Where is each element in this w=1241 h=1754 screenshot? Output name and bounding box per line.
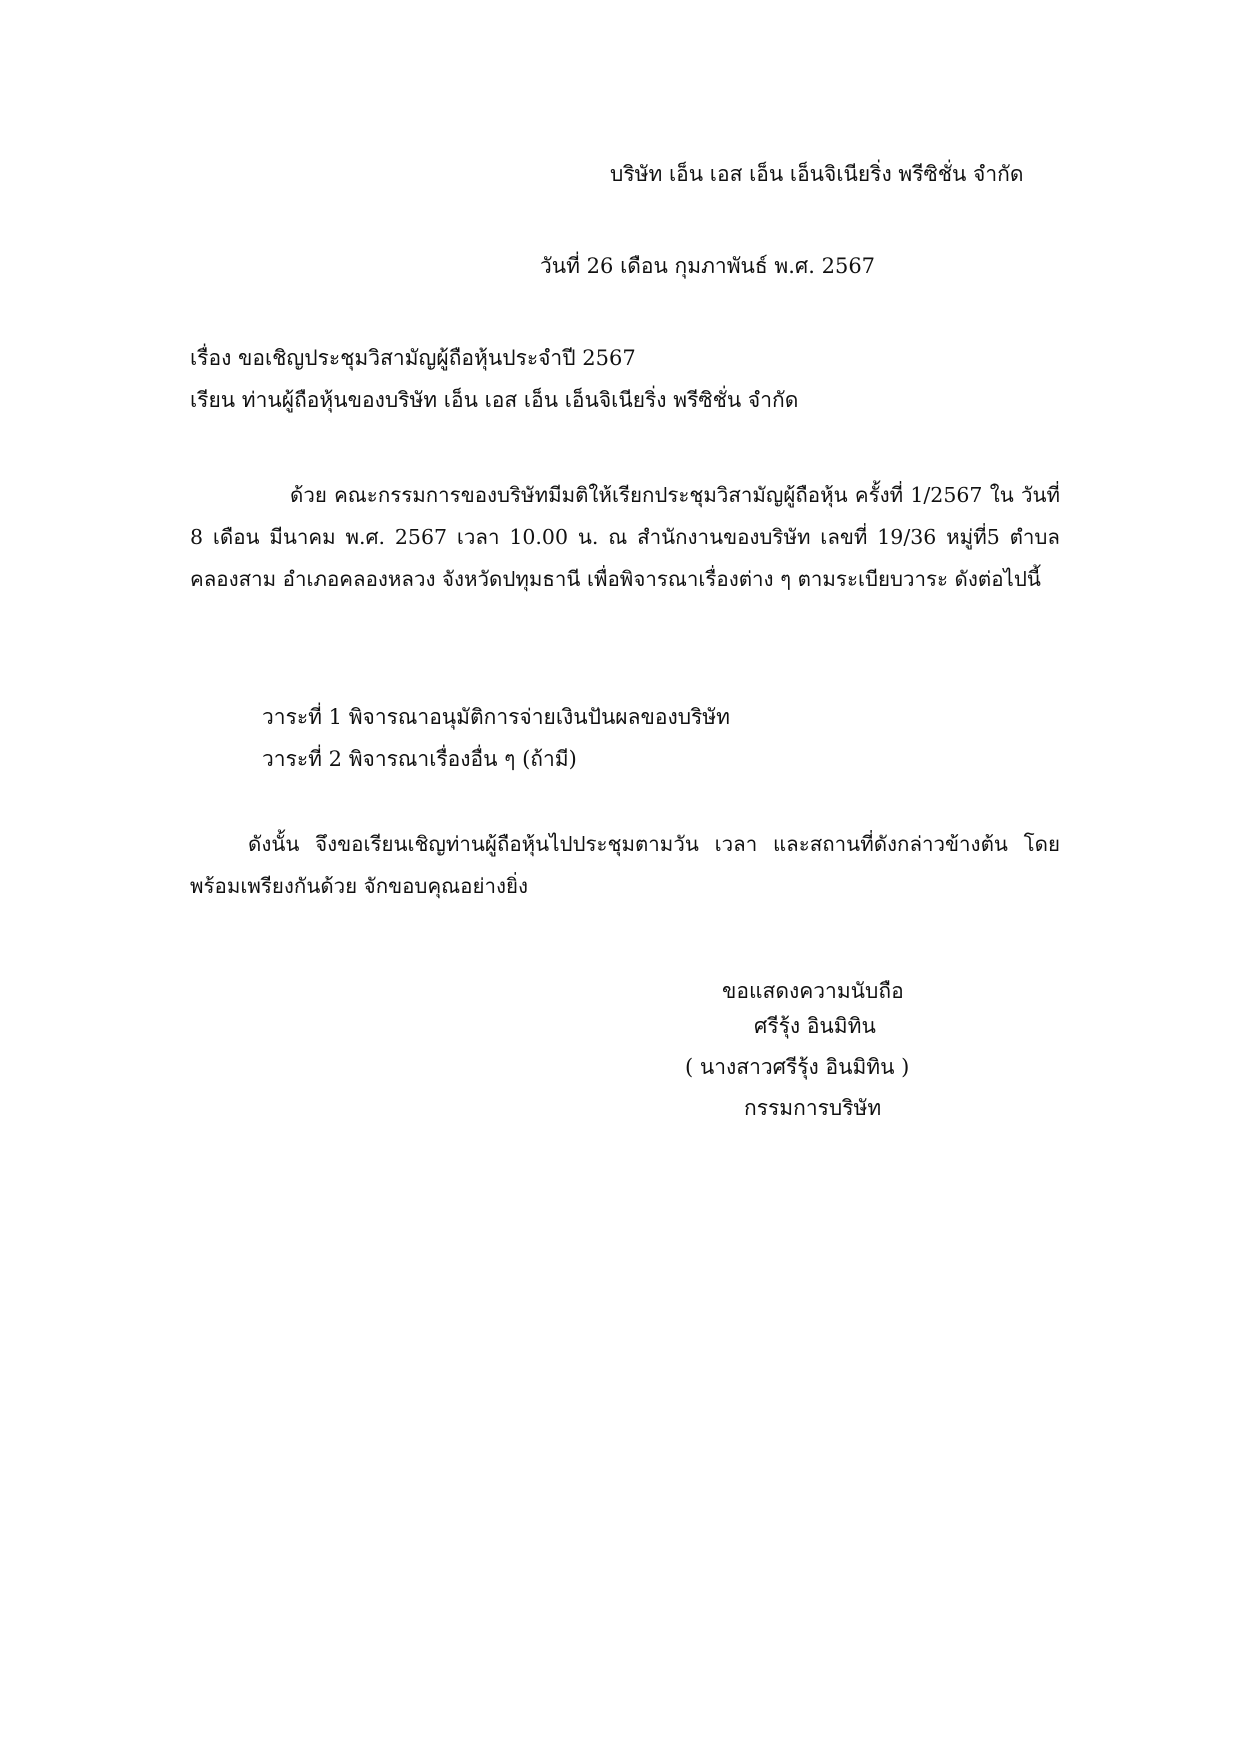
body-paragraph-2 <box>190 823 1060 907</box>
letter-subject: เรื่อง ขอเชิญประชุมวิสามัญผู้ถือหุ้นประจำปี 2567 <box>190 346 636 370</box>
signer-full-name: ( นางสาวศรีรุ้ง อินมิทิน ) <box>685 1055 910 1079</box>
body-paragraph-1 <box>190 474 1060 600</box>
body-paragraph-1-text: ด้วย คณะกรรมการของบริษัทมีมติให้เรียกประชุมวิสามัญผู้ถือหุ้น ครั้งที่ 1/2567 ใน วันที่ 8 เดือน มีนาคม พ.ศ. 2567 เวลา 10.00 น. ณ สำนักงานของบริษัท เลขที่ 19/36 หมู่ที่5 ตำบลคลองสาม อำเภอคลองหลวง จังหวัดปทุมธานี เพื่อพิจารณาเรื่องต่าง ๆ ตามระเบียบวาระ ดังต่อไปนี้ <box>190 483 1060 591</box>
company-name: บริษัท เอ็น เอส เอ็น เอ็นจิเนียริ่ง พรีซิชั่น จำกัด <box>610 162 1024 186</box>
signer-position: กรรมการบริษัท <box>744 1096 882 1120</box>
letter-date: วันที่ 26 เดือน กุมภาพันธ์ พ.ศ. 2567 <box>540 254 876 278</box>
letter-recipient: เรียน ท่านผู้ถือหุ้นของบริษัท เอ็น เอส เอ็น เอ็นจิเนียริ่ง พรีซิชั่น จำกัด <box>190 388 799 412</box>
agenda-item-2: วาระที่ 2 พิจารณาเรื่องอื่น ๆ (ถ้ามี) <box>262 747 577 771</box>
closing-phrase: ขอแสดงความนับถือ <box>722 979 904 1003</box>
signature: ศรีรุ้ง อินมิทิน <box>754 1014 876 1038</box>
agenda-item-1: วาระที่ 1 พิจารณาอนุมัติการจ่ายเงินปันผลของบริษัท <box>262 705 730 729</box>
body-paragraph-2-text: ดังนั้น จึงขอเรียนเชิญท่านผู้ถือหุ้นไปประชุมตามวัน เวลา และสถานที่ดังกล่าวข้างต้น โดย พร้อมเพรียงกันด้วย จักขอบคุณอย่างยิ่ง <box>190 832 1060 898</box>
